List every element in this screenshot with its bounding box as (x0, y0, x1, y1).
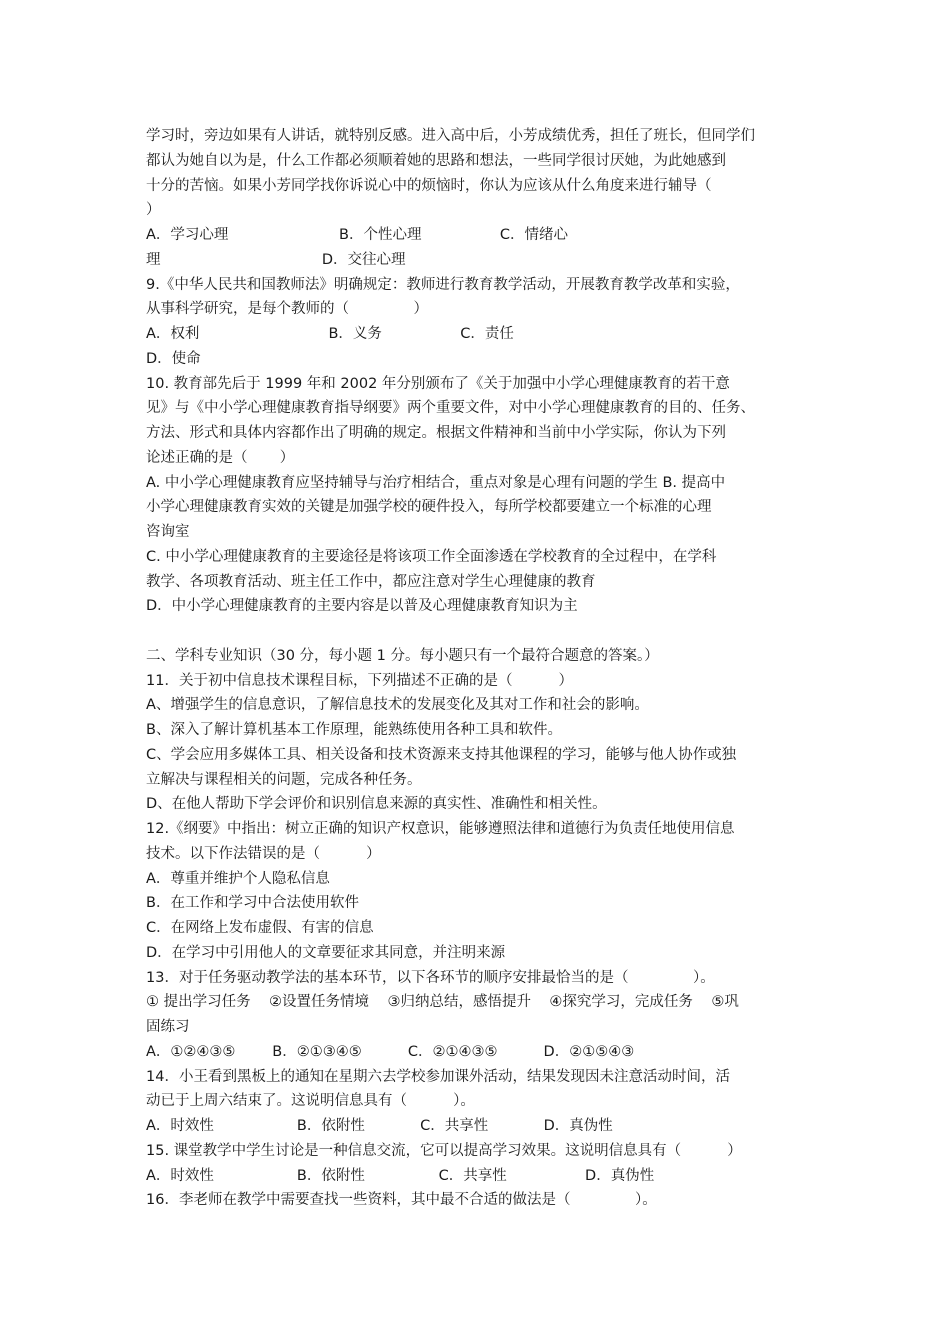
text-line: 动已于上周六结束了。这说明信息具有（ ）。 (146, 1093, 475, 1110)
text-line: 学习时，旁边如果有人讲话，就特别反感。进入高中后，小芳成绩优秀，担任了班长，但同学们 (146, 128, 755, 144)
question-11: 11．关于初中信息技术课程目标，下列描述不正确的是（ ） (146, 672, 574, 689)
option-line: D．使命 (146, 350, 201, 367)
option-line: A. 中小学心理健康教育应坚持辅导与治疗相结合，重点对象是心理有问题的学生 B. 提高中 (146, 474, 726, 491)
option-line: 咨询室 (146, 524, 190, 540)
question-14: 14．小王看到黑板上的通知在星期六去学校参加课外活动，结果发现因未注意活动时间，活 (146, 1068, 730, 1085)
option-line: A．时效性 B．依附性 C．共享性 D．真伪性 (146, 1167, 655, 1184)
option-line: B、深入了解计算机基本工作原理，能熟练使用各种工具和软件。 (146, 722, 562, 738)
question-13: 13．对于任务驱动教学法的基本环节，以下各环节的顺序安排最恰当的是（ ）。 (146, 969, 715, 986)
text-line: ① 提出学习任务 ②设置任务情境 ③归纳总结，感悟提升 ④探究学习，完成任务 ⑤巩 (146, 994, 739, 1011)
document-page (146, 124, 810, 1213)
option-line: A．①②④③⑤ B．②①③④⑤ C．②①④③⑤ D．②①⑤④③ (146, 1043, 635, 1060)
option-line: C. 中小学心理健康教育的主要途径是将该项工作全面渗透在学校教育的全过程中，在学科 (146, 548, 717, 565)
option-line: 理 D．交往心理 (146, 251, 406, 268)
option-line: A．学习心理 B．个性心理 C．情绪心 (146, 227, 568, 243)
option-line: A．尊重并维护个人隐私信息 (146, 870, 330, 887)
question-10: 10. 教育部先后于 1999 年和 2002 年分别颁布了《关于加强中小学心理健康教育的若干意 (146, 375, 730, 392)
option-line: D、在他人帮助下学会评价和识别信息来源的真实性、准确性和相关性。 (146, 796, 607, 813)
question-16: 16．李老师在教学中需要查找一些资料，其中最不合适的做法是（ ）。 (146, 1192, 657, 1209)
text-line: 从事科学研究，是每个教师的（ ） (146, 301, 429, 318)
option-line: A、增强学生的信息意识，了解信息技术的发展变化及其对工作和社会的影响。 (146, 697, 649, 714)
question-12: 12.《纲要》中指出：树立正确的知识产权意识，能够遵照法律和道德行为负责任地使用信息 (146, 821, 735, 837)
option-line: C、学会应用多媒体工具、相关设备和技术资源来支持其他课程的学习，能够与他人协作或独 (146, 746, 737, 763)
question-15: 15. 课堂教学中学生讨论是一种信息交流，它可以提高学习效果。这说明信息具有（ ） (146, 1142, 742, 1159)
text-line: 固练习 (146, 1019, 190, 1035)
option-line: A．时效性 B．依附性 C．共享性 D．真伪性 (146, 1118, 613, 1134)
option-line: A．权利 B．义务 C．责任 (146, 326, 514, 342)
option-line: 小学心理健康教育实效的关键是加强学校的硬件投入，每所学校都要建立一个标准的心理 (146, 499, 712, 516)
option-line: 立解决与课程相关的问题，完成各种任务。 (146, 771, 422, 788)
option-line: D．中小学心理健康教育的主要内容是以普及心理健康教育知识为主 (146, 598, 578, 615)
option-line: B．在工作和学习中合法使用软件 (146, 895, 359, 912)
text-line: 见》与《中小学心理健康教育指导纲要》两个重要文件，对中小学心理健康教育的目的、任务、 (146, 400, 755, 417)
text-line: 都认为她自以为是，什么工作都必须顺着她的思路和想法，一些同学很讨厌她，为此她感到 (146, 152, 726, 169)
option-line: D．在学习中引用他人的文章要征求其同意，并注明来源 (146, 944, 506, 961)
text-line: 论述正确的是（ ） (146, 449, 295, 466)
blank-line (146, 619, 810, 644)
option-line: C．在网络上发布虚假、有害的信息 (146, 920, 374, 936)
section-heading: 二、学科专业知识（30 分，每小题 1 分。每小题只有一个最符合题意的答案。） (146, 647, 659, 664)
text-line: 十分的苦恼。如果小芳同学找你诉说心中的烦恼时，你认为应该从什么角度来进行辅导（ (146, 177, 712, 194)
question-9: 9.《中华人民共和国教师法》明确规定：教师进行教育教学活动，开展教育教学改革和实验， (146, 276, 740, 293)
text-line: ） (146, 202, 161, 219)
text-line: 方法、形式和具体内容都作出了明确的规定。根据文件精神和当前中小学实际，你认为下列 (146, 425, 726, 441)
text-line: 技术。以下作法错误的是（ ） (146, 845, 381, 862)
option-line: 教学、各项教育活动、班主任工作中，都应注意对学生心理健康的教育 (146, 573, 596, 590)
